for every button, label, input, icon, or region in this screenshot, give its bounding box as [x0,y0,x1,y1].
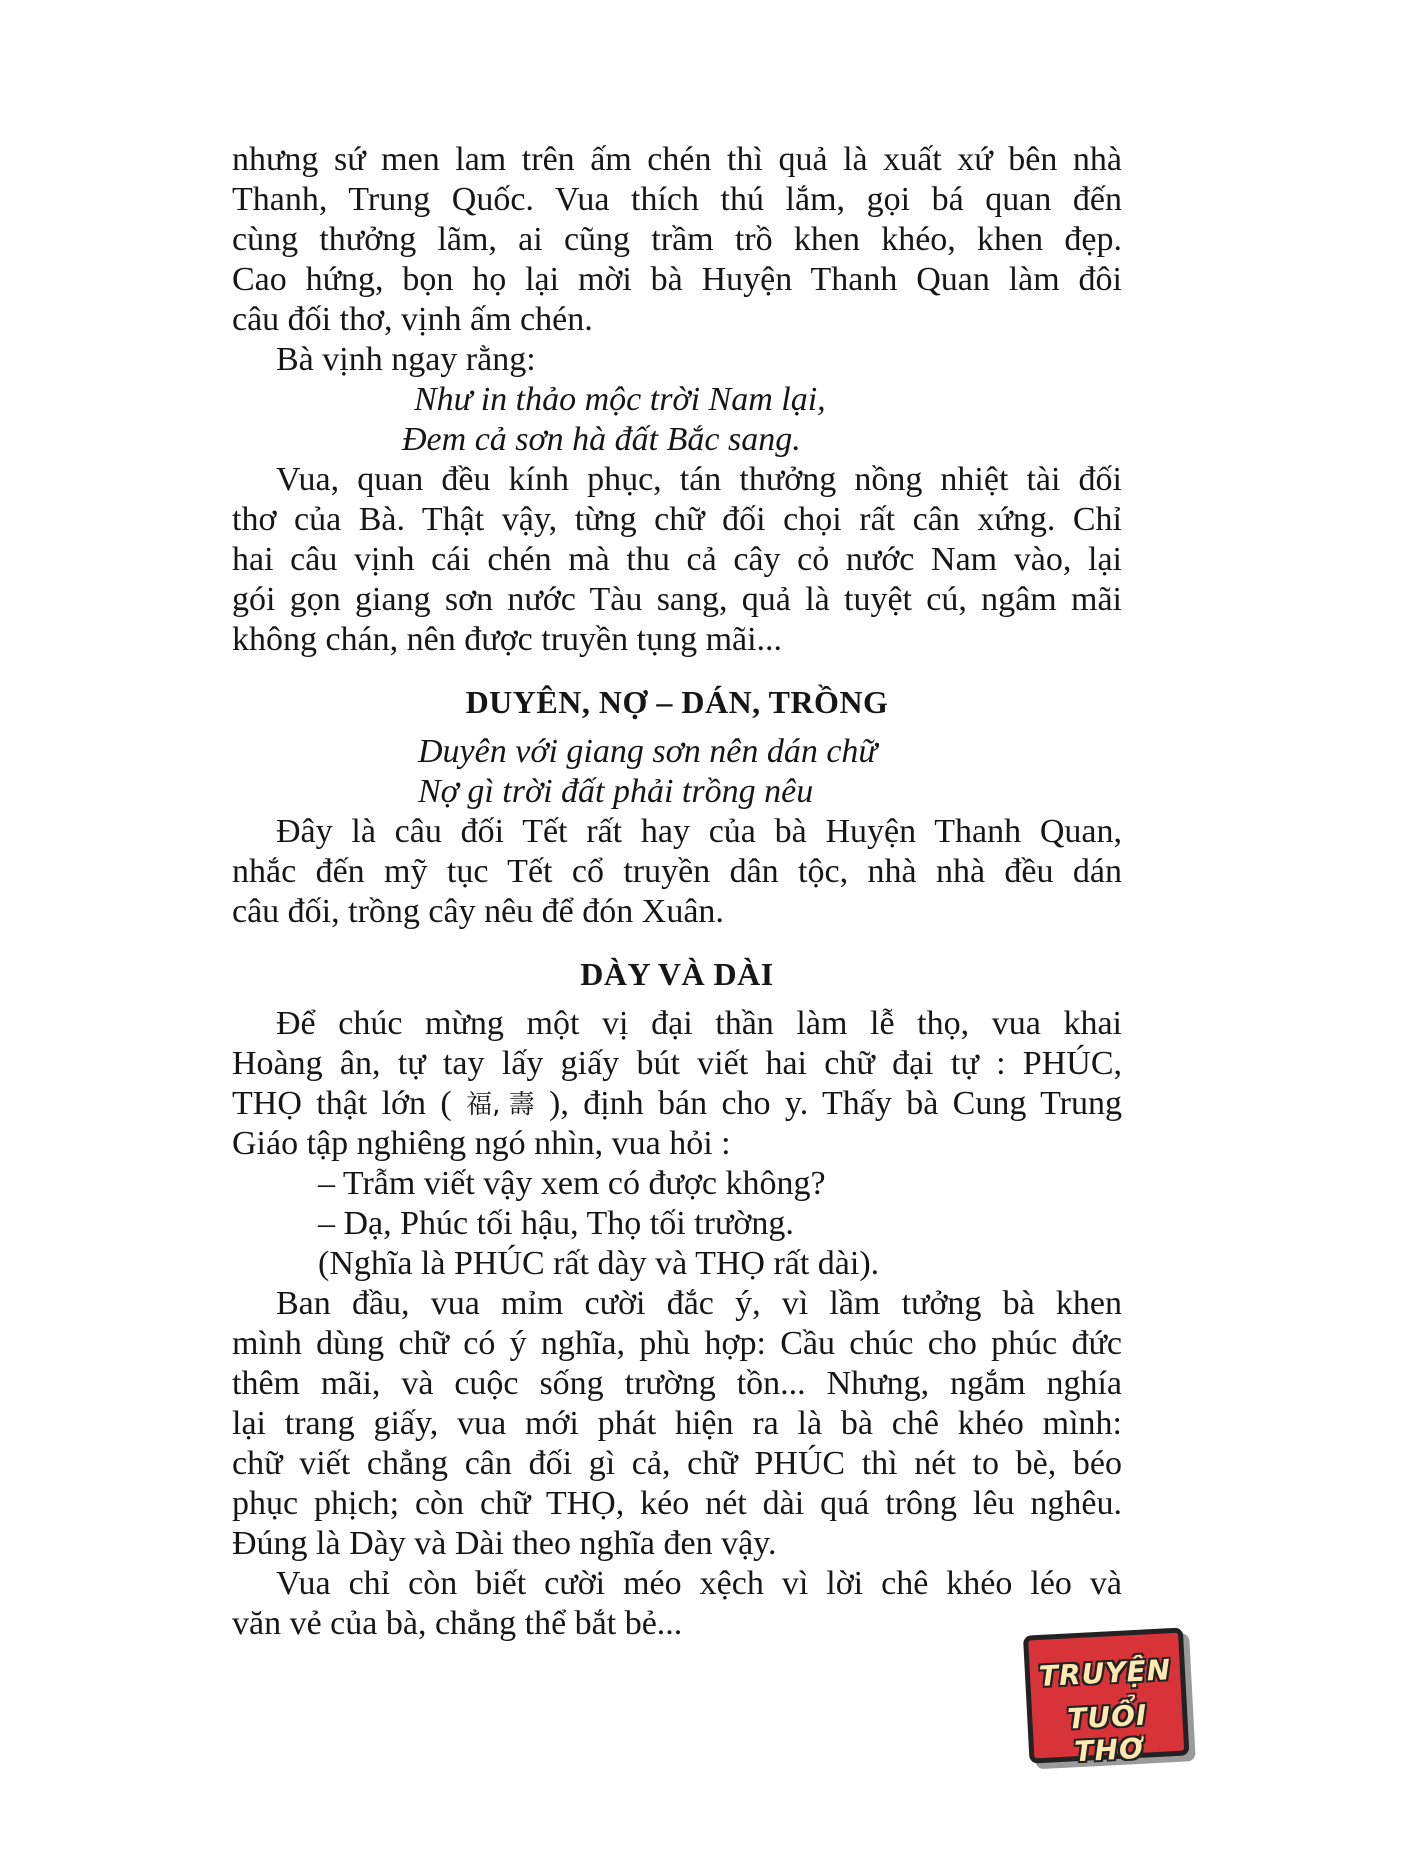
paragraph-line: văn vẻ của bà, chẳng thể bắt bẻ... [232,1605,683,1642]
paragraph-line: Ban đầu, vua mỉm cười đắc ý, vì lầm tưởng bà khen [276,1285,1122,1322]
paragraph-line: nhưng sứ men lam trên ấm chén thì quả là xuất xứ bên nhà [232,141,1122,178]
paragraph-line: câu đối, trồng cây nêu để đón Xuân. [232,893,724,930]
book-page [232,140,1122,1644]
dialog-line: – Dạ, Phúc tối hậu, Thọ tối trường. [318,1205,794,1242]
verse-line: Như in thảo mộc trời Nam lại, [414,381,826,418]
chinese-characters: 福, 壽 [466,1090,535,1120]
section-heading: DÀY VÀ DÀI [580,956,774,992]
verse-line: Duyên với giang sơn nên dán chữ [418,733,877,770]
paragraph-line: không chán, nên được truyền tụng mãi... [232,621,783,658]
paragraph-line: thêm mãi, và cuộc sống trường tồn... Nhưng, ngắm nghía [232,1365,1122,1402]
paragraph-line: nhắc đến mỹ tục Tết cổ truyền dân tộc, nhà nhà đều dán [232,853,1122,890]
paragraph-line [232,1084,1122,1124]
paragraph-line: Đúng là Dày và Dài theo nghĩa đen vậy. [232,1525,777,1562]
section-heading: DUYÊN, NỢ – DÁN, TRỒNG [465,684,889,720]
paragraph-line: phục phịch; còn chữ THỌ, kéo nét dài quá trông lêu nghêu. [232,1485,1122,1522]
paragraph-line: chữ viết chẳng cân đối gì cả, chữ PHÚC thì nét to bè, béo [232,1445,1122,1482]
paragraph-line: Để chúc mừng một vị đại thần làm lễ thọ, vua khai [276,1005,1122,1042]
text-segment: ), định bán cho y. Thấy bà Cung Trung [549,1085,1122,1122]
paragraph-line: Vua chỉ còn biết cười méo xệch vì lời chê khéo léo và [276,1565,1122,1602]
logo-badge [1023,1627,1189,1769]
logo-line-1: TRUYỆN [1038,1653,1172,1694]
dialog-line: (Nghĩa là PHÚC rất dày và THỌ rất dài). [318,1245,880,1282]
text-segment: THỌ thật lớn ( [232,1085,452,1122]
paragraph-line: lại trang giấy, vua mới phát hiện ra là bà chê khéo mình: [232,1405,1122,1442]
paragraph-line: gói gọn giang sơn nước Tàu sang, quả là tuyệt cú, ngâm mãi [232,581,1122,618]
paragraph-line: Vua, quan đều kính phục, tán thưởng nồng nhiệt tài đối [276,461,1122,498]
paragraph-line: Cao hứng, bọn họ lại mời bà Huyện Thanh Quan làm đôi [232,261,1122,298]
paragraph-line: Đây là câu đối Tết rất hay của bà Huyện Thanh Quan, [276,813,1122,850]
logo-line-2: TUỔI THƠ [1066,1698,1149,1769]
paragraph-line: Hoàng ân, tự tay lấy giấy bút viết hai chữ đại tự : PHÚC, [232,1045,1122,1082]
paragraph-line: Thanh, Trung Quốc. Vua thích thú lắm, gọi bá quan đến [232,181,1122,218]
paragraph-line: Giáo tập nghiêng ngó nhìn, vua hỏi : [232,1125,731,1162]
paragraph-line: câu đối thơ, vịnh ấm chén. [232,301,593,338]
paragraph-line: thơ của Bà. Thật vậy, từng chữ đối chọi rất cân xứng. Chỉ [232,501,1122,538]
paragraph-line: cùng thưởng lãm, ai cũng trầm trồ khen khéo, khen đẹp. [232,221,1122,258]
dialog-line: – Trẫm viết vậy xem có được không? [318,1165,826,1202]
truyen-tuoi-tho-logo [1008,1618,1187,1767]
paragraph-line: hai câu vịnh cái chén mà thu cả cây cỏ nước Nam vào, lại [232,541,1122,578]
verse-line: Đem cả sơn hà đất Bắc sang. [402,421,801,458]
paragraph-line: mình dùng chữ có ý nghĩa, phù hợp: Cầu chúc cho phúc đức [232,1325,1122,1362]
verse-line: Nợ gì trời đất phải trồng nêu [418,773,814,810]
verse-intro: Bà vịnh ngay rằng: [276,341,536,378]
